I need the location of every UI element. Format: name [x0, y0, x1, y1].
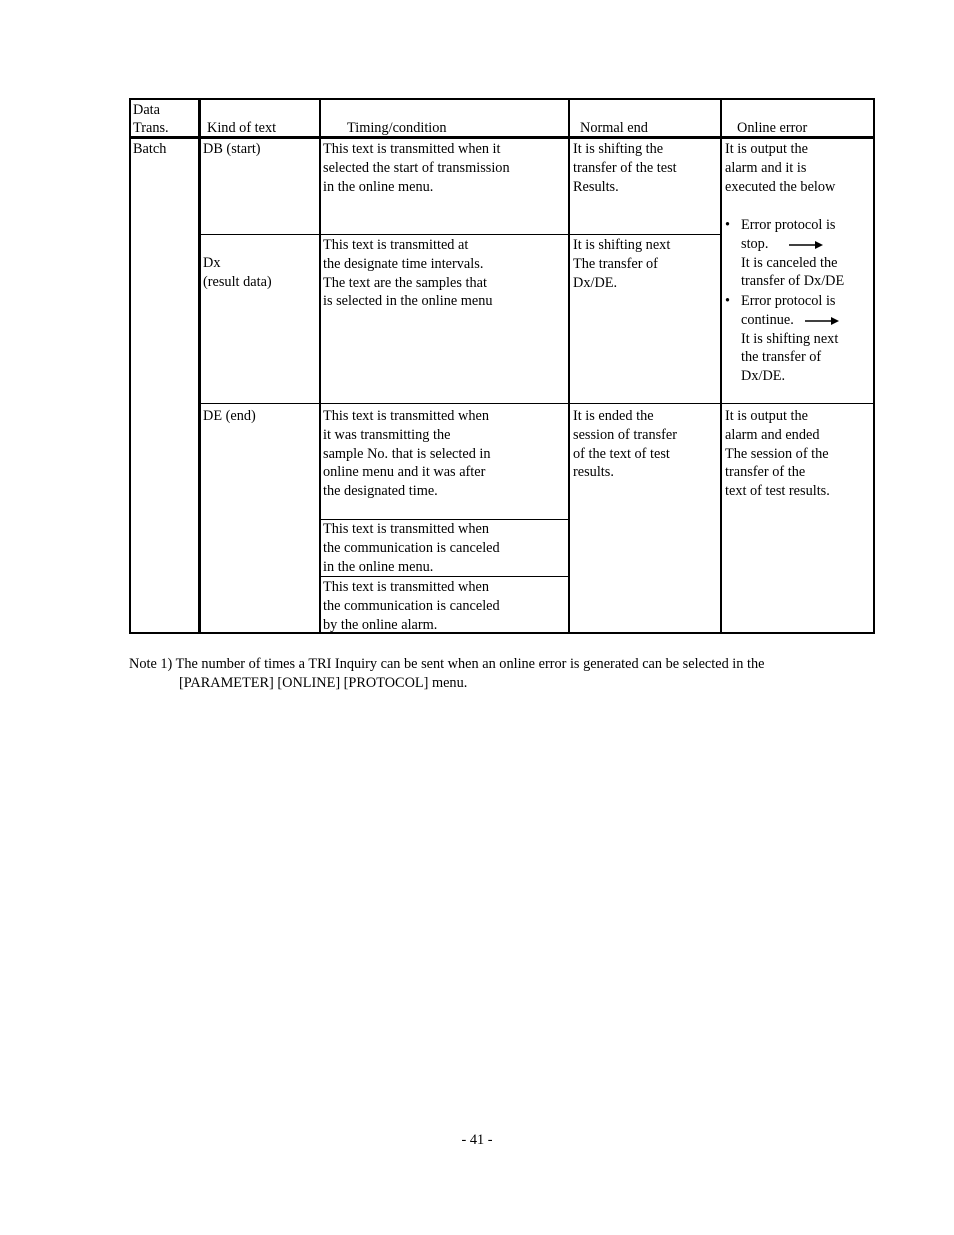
- text-line: the communication is canceled: [323, 597, 500, 614]
- footnote-line1: Note 1) The number of times a TRI Inquiry can be sent when an online error is generated can be selected in the: [129, 656, 765, 672]
- cell-kind-de: DE (end): [203, 408, 256, 424]
- table-border-bottom: [129, 632, 875, 634]
- text-line: transfer of the: [725, 464, 806, 481]
- text-line: Error protocol is: [741, 217, 836, 233]
- text-line: It is ended the: [573, 408, 654, 424]
- text-line: the designate time intervals.: [323, 255, 484, 272]
- col-divider-1: [198, 98, 201, 634]
- header-normal-end: Normal end: [580, 120, 648, 136]
- text-line: is selected in the online menu: [323, 293, 493, 310]
- table-border-top: [129, 98, 875, 100]
- text-line: it was transmitting the: [323, 426, 451, 443]
- text-line: session of transfer: [573, 426, 678, 443]
- text-line: Dx/DE.: [741, 368, 786, 385]
- header-timing-condition: Timing/condition: [347, 120, 447, 136]
- cell-normal-db: [573, 140, 677, 196]
- cell-timing-de1: [323, 407, 491, 501]
- cell-normal-dx: [573, 236, 670, 292]
- text-line: by the online alarm.: [323, 616, 438, 633]
- text-line: This text is transmitted at: [323, 237, 469, 253]
- text-line: in the online menu.: [323, 178, 434, 195]
- text-line: of the text of test: [573, 445, 670, 462]
- row-divider-db-dx: [199, 234, 722, 235]
- cell-kind-dx-line1: Dx: [203, 255, 221, 271]
- text-line: the transfer of: [741, 349, 822, 366]
- text-line: The session of the: [725, 445, 829, 462]
- text-line: This text is transmitted when: [323, 579, 489, 595]
- cell-timing-de2: [323, 520, 500, 576]
- text-line: Error protocol is: [741, 293, 836, 309]
- cell-normal-de: [573, 407, 677, 482]
- text-line: transfer of the test: [573, 159, 677, 176]
- text-line: sample No. that is selected in: [323, 445, 491, 462]
- text-line: in the online menu.: [323, 558, 434, 575]
- text-line: the communication is canceled: [323, 539, 500, 556]
- text-line: online menu and it was after: [323, 464, 486, 481]
- text-line: It is output the: [725, 408, 808, 424]
- arrow-right-icon: [789, 240, 823, 250]
- cell-batch: Batch: [133, 141, 167, 157]
- text-line: It is shifting the: [573, 141, 664, 157]
- cell-error-db-dx: [725, 140, 835, 196]
- cell-timing-db: [323, 140, 510, 196]
- cell-timing-dx: [323, 236, 493, 311]
- header-online-error: Online error: [737, 120, 808, 136]
- table-border-left: [129, 98, 131, 634]
- text-line: results.: [573, 464, 614, 481]
- cell-timing-de3: [323, 578, 500, 634]
- error-bullet-1: [725, 216, 844, 291]
- row-divider-dx-de: [199, 403, 875, 404]
- col-divider-3: [568, 98, 570, 634]
- text-line: It is canceled the: [741, 254, 838, 271]
- text-line: The transfer of: [573, 255, 658, 272]
- text-line: transfer of Dx/DE: [741, 273, 845, 290]
- footnote: [129, 655, 764, 693]
- text-line: The text are the samples that: [323, 274, 487, 291]
- col-divider-4: [720, 98, 722, 634]
- page-number: - 41 -: [461, 1132, 493, 1148]
- bullet-icon: •: [725, 217, 731, 233]
- header-data-trans-line2: Trans.: [133, 120, 169, 136]
- error-bullet-2: [725, 292, 838, 386]
- text-line: This text is transmitted when: [323, 408, 489, 424]
- text-line: alarm and ended: [725, 426, 820, 443]
- cell-kind-dx-line2: (result data): [203, 273, 272, 290]
- arrow-right-icon: [805, 316, 839, 326]
- text-line: alarm and it is: [725, 159, 807, 176]
- table-border-right: [873, 98, 875, 634]
- header-data-trans: [133, 101, 169, 137]
- col-divider-2: [319, 98, 321, 634]
- header-data-trans-line1: Data: [133, 102, 160, 118]
- text-line: This text is transmitted when: [323, 521, 489, 537]
- text-line: continue.: [741, 311, 794, 328]
- text-line: executed the below: [725, 178, 836, 195]
- text-line: It is shifting next: [573, 237, 671, 253]
- text-line: Dx/DE.: [573, 274, 618, 291]
- protocol-table: [129, 98, 875, 634]
- text-line: the designated time.: [323, 483, 438, 500]
- text-line: It is output the: [725, 141, 808, 157]
- text-line: Results.: [573, 178, 619, 195]
- footnote-line2: [PARAMETER] [ONLINE] [PROTOCOL] menu.: [179, 675, 468, 691]
- header-kind-of-text: Kind of text: [207, 120, 277, 136]
- bullet-icon: •: [725, 293, 731, 309]
- text-line: This text is transmitted when it: [323, 141, 501, 157]
- text-line: selected the start of transmission: [323, 159, 510, 176]
- text-line: text of test results.: [725, 483, 830, 500]
- text-line: stop.: [741, 235, 769, 252]
- cell-kind-db: DB (start): [203, 141, 261, 157]
- cell-kind-dx: [203, 254, 272, 292]
- text-line: It is shifting next: [741, 330, 839, 347]
- cell-error-de: [725, 407, 830, 501]
